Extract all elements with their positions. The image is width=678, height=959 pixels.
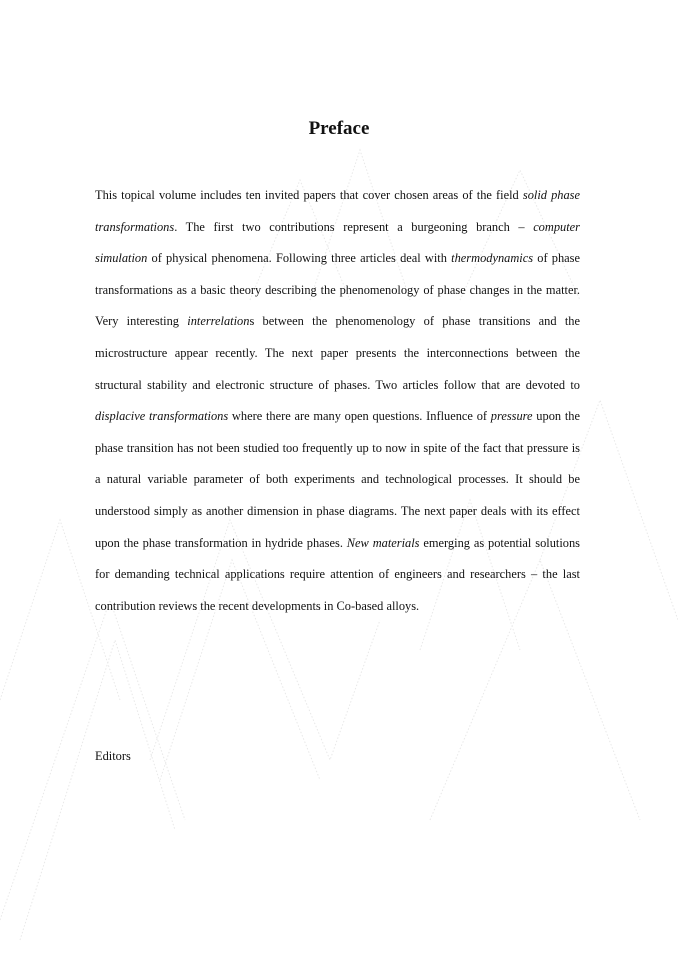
text-run: upon the phase transition has not been studied too frequently up to now in spite of the fact that pressure is a natural variable parameter of both experiments and technological processes. It should be understood simply as another dimension in phase diagrams. The next paper deals with its effect upon the phase transformation in hydride phases. xyxy=(95,409,580,550)
italic-term: computer simulation xyxy=(95,219,580,266)
text-run: emerging as potential solutions for demanding technical applications require attention of engineers and researchers – the last contribution reviews the recent developments in Co-based alloys. xyxy=(95,535,580,613)
italic-term: solid phase transformations xyxy=(95,188,580,234)
italic-term: interrelation xyxy=(187,314,250,329)
text-run: of physical phenomena. Following three articles deal with xyxy=(147,251,452,266)
text-run: of phase transformations as a basic theory describing the phenomenology of phase changes in the matter. Very interesting xyxy=(95,251,581,329)
page-title: Preface xyxy=(308,118,370,139)
text-run: s between the phenomenology of phase transitions and the microstructure appear recently. The next paper presents the interconnections between the structural stability and electronic structure of phases. Two articles follow that are devoted to xyxy=(95,314,580,392)
italic-term: New materials xyxy=(346,535,420,550)
italic-term: pressure xyxy=(490,409,533,424)
text-run: where there are many open questions. Influence of xyxy=(228,409,491,424)
text-run: . The first two contributions represent a burgeoning branch – xyxy=(174,219,534,234)
italic-term: thermodynamics xyxy=(451,251,534,266)
signature: Editors xyxy=(95,749,131,763)
italic-term: displacive transformations xyxy=(95,409,229,424)
preface-paragraph xyxy=(95,180,580,622)
text-run: This topical volume includes ten invited papers that cover chosen areas of the field xyxy=(95,188,523,202)
